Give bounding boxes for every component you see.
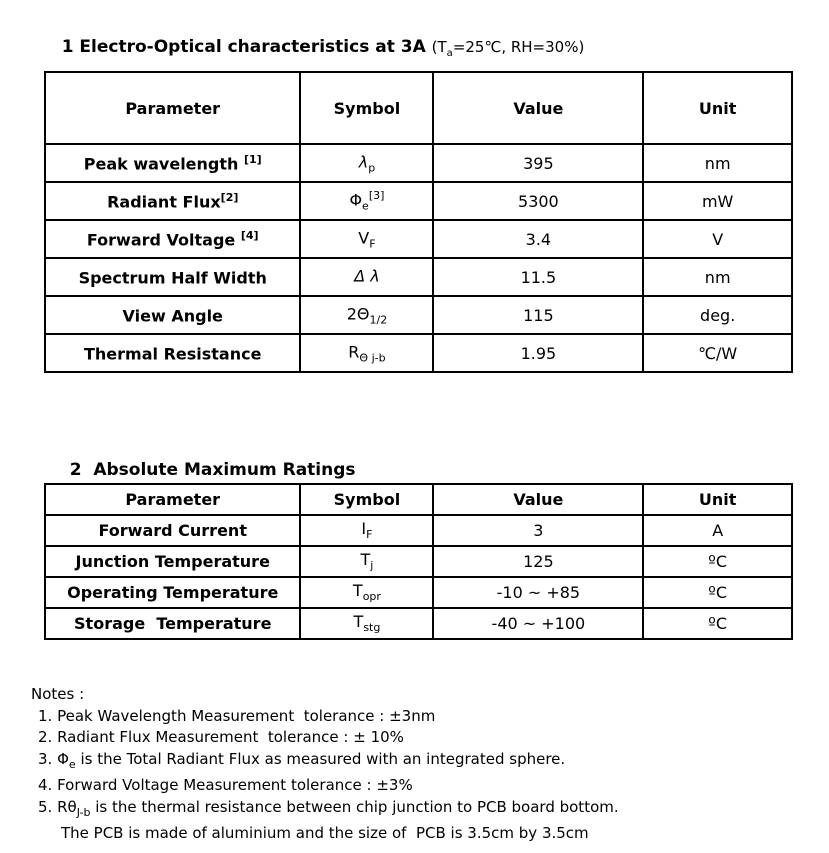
table-row xyxy=(45,515,792,546)
unit-cell: ℃/W xyxy=(643,334,792,372)
note-line-3 xyxy=(31,749,619,776)
value-cell: 11.5 xyxy=(433,258,643,296)
table-row xyxy=(45,220,792,258)
symbol-cell xyxy=(300,258,433,296)
col-header-symbol: Symbol xyxy=(300,484,433,515)
symbol-base: I xyxy=(361,519,367,539)
unit-cell: A xyxy=(643,515,792,546)
note-sub: e xyxy=(68,757,76,771)
parameter-text: Forward Voltage xyxy=(86,230,241,250)
symbol-cell xyxy=(300,608,433,639)
parameter-cell xyxy=(45,515,300,546)
symbol-sub: j xyxy=(370,559,374,573)
symbol-base: V xyxy=(358,228,370,248)
notes-heading: Notes : xyxy=(31,685,85,703)
note-text: is the thermal resistance between chip junction to PCB board bottom. xyxy=(90,797,619,816)
symbol-base: Φ xyxy=(349,190,363,210)
unit-cell: nm xyxy=(643,258,792,296)
col-header-parameter: Parameter xyxy=(45,72,300,144)
note-line-2: 2. Radiant Flux Measurement tolerance : ± 10% xyxy=(38,728,404,746)
note-text: 3. Φ xyxy=(38,749,69,768)
parameter-ref: [1] xyxy=(243,152,262,166)
col-header-symbol: Symbol xyxy=(300,72,433,144)
symbol-sub: opr xyxy=(362,590,381,604)
symbol-cell xyxy=(300,546,433,577)
condition-sub: a xyxy=(446,48,453,59)
parameter-cell xyxy=(45,608,300,639)
table-row xyxy=(45,577,792,608)
section1-title-text: 1 Electro-Optical characteristics at 3A xyxy=(61,37,432,57)
unit-cell: nm xyxy=(643,144,792,182)
note-text: 5. Rθ xyxy=(38,797,77,816)
parameter-text: Spectrum Half Width xyxy=(78,268,267,288)
parameter-text: Junction Temperature xyxy=(75,552,270,571)
parameter-cell xyxy=(45,182,300,220)
section1-title xyxy=(38,17,584,79)
unit-cell: V xyxy=(643,220,792,258)
symbol-sub: 1/2 xyxy=(369,313,388,327)
parameter-cell xyxy=(45,334,300,372)
section2-title-text: 2 Absolute Maximum Ratings xyxy=(69,460,356,480)
parameter-ref: [2] xyxy=(220,190,239,204)
condition-pre: (T xyxy=(431,38,447,56)
table-row xyxy=(45,258,792,296)
col-header-unit: Unit xyxy=(643,484,792,515)
parameter-cell xyxy=(45,258,300,296)
parameter-ref: [4] xyxy=(240,228,259,242)
symbol-cell xyxy=(300,515,433,546)
symbol-cell xyxy=(300,182,433,220)
table-row xyxy=(45,608,792,639)
symbol-cell xyxy=(300,334,433,372)
parameter-cell xyxy=(45,144,300,182)
symbol-base: R xyxy=(348,342,360,362)
note-sub: J-b xyxy=(76,805,91,819)
symbol-base: λ xyxy=(358,152,369,172)
absolute-maximum-ratings-table xyxy=(44,483,793,640)
table-row xyxy=(45,182,792,220)
col-header-unit: Unit xyxy=(643,72,792,144)
condition-post: =25℃, RH=30%) xyxy=(452,38,585,56)
col-header-value: Value xyxy=(433,484,643,515)
note-line-5 xyxy=(31,797,619,824)
table-row xyxy=(45,546,792,577)
note-line-5-continuation: The PCB is made of aluminium and the size of PCB is 3.5cm by 3.5cm xyxy=(61,824,589,842)
value-cell: 395 xyxy=(433,144,643,182)
table-row xyxy=(45,296,792,334)
value-cell: 3 xyxy=(433,515,643,546)
unit-cell: ºC xyxy=(643,608,792,639)
parameter-text: Forward Current xyxy=(98,521,247,540)
value-cell: 115 xyxy=(433,296,643,334)
parameter-text: Radiant Flux xyxy=(107,192,221,212)
value-cell: 125 xyxy=(433,546,643,577)
note-line-1: 1. Peak Wavelength Measurement tolerance : ±3nm xyxy=(38,706,436,725)
note-line-4: 4. Forward Voltage Measurement tolerance : ±3% xyxy=(38,776,413,794)
unit-cell: deg. xyxy=(643,296,792,334)
parameter-text: Operating Temperature xyxy=(67,583,279,602)
unit-cell: ºC xyxy=(643,546,792,577)
col-header-value: Value xyxy=(433,72,643,144)
symbol-sup: [3] xyxy=(368,189,385,203)
parameter-cell xyxy=(45,546,300,577)
table-row xyxy=(45,334,792,372)
symbol-sub: e xyxy=(362,199,369,213)
unit-cell: ºC xyxy=(643,577,792,608)
symbol-sub: F xyxy=(369,237,376,251)
electro-optical-table xyxy=(44,71,793,373)
table-header-row xyxy=(45,72,792,144)
symbol-base: 2Θ xyxy=(346,304,370,324)
parameter-cell xyxy=(45,296,300,334)
parameter-text: Storage Temperature xyxy=(74,614,272,633)
symbol-sub: p xyxy=(368,161,376,175)
symbol-base: T xyxy=(352,581,363,601)
value-cell: 1.95 xyxy=(433,334,643,372)
symbol-base: Δ λ xyxy=(354,266,380,286)
symbol-sub: stg xyxy=(363,621,381,635)
value-cell: 3.4 xyxy=(433,220,643,258)
symbol-cell xyxy=(300,577,433,608)
symbol-cell xyxy=(300,144,433,182)
parameter-cell xyxy=(45,577,300,608)
unit-cell: mW xyxy=(643,182,792,220)
value-cell: -40 ~ +100 xyxy=(433,608,643,639)
parameter-text: Thermal Resistance xyxy=(84,344,262,364)
symbol-sub: F xyxy=(366,528,373,542)
symbol-base: T xyxy=(360,550,371,570)
symbol-cell xyxy=(300,220,433,258)
symbol-base: T xyxy=(353,612,364,632)
parameter-text: View Angle xyxy=(122,306,223,326)
table-row xyxy=(45,144,792,182)
symbol-sub: Θ j-b xyxy=(359,351,386,365)
note-text: is the Total Radiant Flux as measured with an integrated sphere. xyxy=(75,749,566,768)
symbol-cell xyxy=(300,296,433,334)
value-cell: -10 ~ +85 xyxy=(433,577,643,608)
value-cell: 5300 xyxy=(433,182,643,220)
parameter-cell xyxy=(45,220,300,258)
col-header-parameter: Parameter xyxy=(45,484,300,515)
notes-section xyxy=(31,684,619,845)
section1-condition xyxy=(431,38,585,59)
table-header-row xyxy=(45,484,792,515)
parameter-text: Peak wavelength xyxy=(83,154,244,174)
